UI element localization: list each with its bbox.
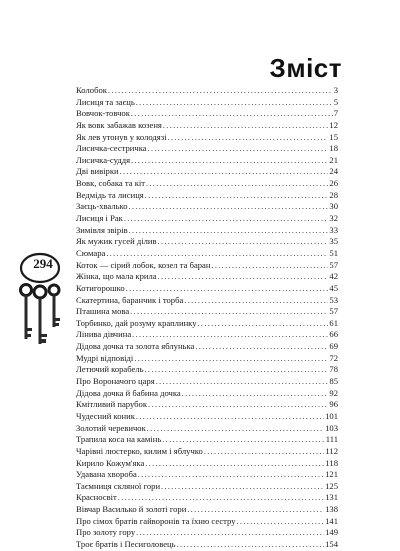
toc-entry bbox=[76, 329, 338, 341]
toc-entry bbox=[76, 260, 338, 272]
toc-dot-leader bbox=[162, 434, 324, 446]
toc-entry bbox=[76, 201, 338, 213]
toc-entry bbox=[76, 353, 338, 365]
toc-entry-title: Лисиця і Рак bbox=[76, 213, 123, 224]
toc-entry bbox=[76, 376, 338, 388]
toc-dot-leader bbox=[120, 166, 329, 178]
toc-entry bbox=[76, 190, 338, 202]
toc-dot-leader bbox=[177, 539, 325, 551]
toc-entry bbox=[76, 341, 338, 353]
toc-dot-leader bbox=[129, 201, 329, 213]
toc-entry-title: Чудесний коник bbox=[76, 410, 135, 421]
toc-entry bbox=[76, 539, 338, 551]
toc-entry bbox=[76, 295, 338, 307]
toc-entry-page: 141 bbox=[325, 515, 338, 526]
toc-entry-page: 18 bbox=[329, 143, 338, 154]
toc-entry bbox=[76, 318, 338, 330]
toc-entry-title: Трапила коса на камінь bbox=[76, 434, 162, 445]
toc-entry bbox=[76, 469, 338, 481]
toc-entry bbox=[76, 143, 338, 155]
toc-dot-leader bbox=[136, 411, 324, 423]
toc-dot-leader bbox=[146, 178, 328, 190]
toc-entry-page: 66 bbox=[329, 329, 338, 340]
toc-entry-page: 85 bbox=[329, 376, 338, 387]
toc-entry bbox=[76, 166, 338, 178]
toc-entry bbox=[76, 504, 338, 516]
toc-entry-page: 3 bbox=[333, 85, 338, 95]
toc-dot-leader bbox=[136, 97, 333, 109]
toc-entry bbox=[76, 411, 338, 423]
toc-entry-page: 30 bbox=[329, 201, 338, 212]
toc-entry-title: Лисичка-сестричка bbox=[76, 143, 147, 154]
toc-dot-leader bbox=[131, 108, 333, 120]
toc-entry bbox=[76, 213, 338, 225]
toc-entry bbox=[76, 120, 338, 132]
toc-entry-page: 53 bbox=[329, 294, 338, 305]
table-of-contents bbox=[76, 85, 338, 551]
toc-entry bbox=[76, 283, 338, 295]
toc-entry-title: Заєць-хвалько bbox=[76, 201, 128, 212]
toc-entry-title: Як лев утонув у колодязі bbox=[76, 131, 167, 142]
toc-entry-page: 57 bbox=[329, 306, 338, 317]
toc-entry-page: 118 bbox=[325, 457, 338, 468]
toc-entry-title: Про золоту гору bbox=[76, 527, 136, 538]
toc-dot-leader bbox=[124, 213, 329, 225]
toc-entry bbox=[76, 97, 338, 109]
toc-entry bbox=[76, 446, 338, 458]
toc-entry bbox=[76, 388, 338, 400]
toc-entry-title: Золотий черевичок bbox=[76, 422, 146, 433]
toc-entry-title: Ведмідь та лисиця bbox=[76, 189, 144, 200]
toc-entry bbox=[76, 527, 338, 539]
toc-entry-page: 28 bbox=[329, 189, 338, 200]
toc-entry bbox=[76, 364, 338, 376]
toc-entry-page: 72 bbox=[329, 352, 338, 363]
toc-dot-leader bbox=[106, 248, 328, 260]
toc-entry bbox=[76, 434, 338, 446]
toc-entry-page: 15 bbox=[329, 131, 338, 142]
toc-entry bbox=[76, 132, 338, 144]
toc-dot-leader bbox=[145, 458, 324, 470]
toc-entry-title: Кмітливий парубок bbox=[76, 399, 148, 410]
toc-entry-page: 61 bbox=[329, 317, 338, 328]
toc-entry bbox=[76, 516, 338, 528]
toc-entry-title: Торбинко, дай розуму краплинку bbox=[76, 317, 197, 328]
toc-entry-title: Колобок bbox=[76, 85, 107, 95]
toc-entry-page: 5 bbox=[333, 96, 338, 107]
toc-entry-page: 154 bbox=[325, 538, 338, 549]
toc-dot-leader bbox=[184, 295, 328, 307]
toc-entry-title: Котигорошко bbox=[76, 282, 125, 293]
toc-entry-title: Пташина мова bbox=[76, 306, 130, 317]
toc-entry-page: 138 bbox=[325, 504, 338, 515]
toc-dot-leader bbox=[156, 376, 329, 388]
toc-entry-page: 57 bbox=[329, 259, 338, 270]
toc-entry-title: Сюмара bbox=[76, 247, 106, 258]
toc-entry-page: 33 bbox=[329, 224, 338, 235]
toc-dot-leader bbox=[130, 306, 328, 318]
toc-dot-leader bbox=[138, 469, 324, 481]
toc-entry-page: 7 bbox=[333, 108, 338, 119]
toc-entry-page: 101 bbox=[325, 410, 338, 421]
toc-dot-leader bbox=[147, 423, 324, 435]
toc-entry-title: Красносвіт bbox=[76, 492, 117, 503]
toc-entry bbox=[76, 458, 338, 470]
toc-dot-leader bbox=[148, 143, 329, 155]
toc-dot-leader bbox=[187, 504, 324, 516]
toc-dot-leader bbox=[182, 388, 329, 400]
toc-entry-page: 12 bbox=[329, 119, 338, 130]
toc-entry bbox=[76, 85, 338, 97]
page-title: Зміст bbox=[269, 53, 342, 84]
toc-entry-page: 42 bbox=[329, 271, 338, 282]
toc-entry bbox=[76, 236, 338, 248]
toc-entry bbox=[76, 108, 338, 120]
toc-entry-title: Лисиця та заєць bbox=[76, 96, 135, 107]
toc-entry-page: 131 bbox=[325, 492, 338, 503]
toc-entry-page: 121 bbox=[325, 469, 338, 480]
toc-entry-page: 35 bbox=[329, 236, 338, 247]
toc-dot-leader bbox=[131, 155, 328, 167]
toc-dot-leader bbox=[211, 260, 328, 272]
toc-entry-title: Летючий корабель bbox=[76, 364, 144, 375]
toc-entry bbox=[76, 306, 338, 318]
page-number: 294 bbox=[33, 256, 53, 271]
toc-entry-title: Зимівля звірів bbox=[76, 224, 128, 235]
toc-dot-leader bbox=[204, 446, 325, 458]
toc-entry-title: Вовк, собака та кіт bbox=[76, 178, 146, 189]
toc-dot-leader bbox=[129, 225, 329, 237]
toc-entry-title: Вовчок-товчок bbox=[76, 108, 130, 119]
toc-dot-leader bbox=[134, 353, 328, 365]
toc-entry bbox=[76, 155, 338, 167]
toc-entry-page: 26 bbox=[329, 178, 338, 189]
toc-entry-page: 78 bbox=[329, 364, 338, 375]
toc-dot-leader bbox=[132, 329, 328, 341]
toc-entry-page: 103 bbox=[325, 422, 338, 433]
toc-dot-leader bbox=[126, 283, 329, 295]
toc-entry-page: 112 bbox=[325, 445, 338, 456]
toc-dot-leader bbox=[145, 190, 329, 202]
toc-entry bbox=[76, 178, 338, 190]
toc-entry bbox=[76, 225, 338, 237]
toc-entry-page: 69 bbox=[329, 341, 338, 352]
toc-entry-page: 45 bbox=[329, 282, 338, 293]
toc-entry-title: Вівчар Василько й золоті гори bbox=[76, 504, 187, 515]
toc-dot-leader bbox=[118, 492, 324, 504]
toc-entry-title: Лінива дівчина bbox=[76, 329, 132, 340]
toc-entry-page: 96 bbox=[329, 399, 338, 410]
toc-dot-leader bbox=[148, 399, 328, 411]
toc-entry bbox=[76, 248, 338, 260]
toc-entry-title: Таємниця скляної гори bbox=[76, 480, 161, 491]
toc-entry-title: Як вовк забажав козеня bbox=[76, 119, 162, 130]
toc-entry bbox=[76, 399, 338, 411]
toc-entry-page: 92 bbox=[329, 387, 338, 398]
toc-entry-title: Дідова дочка й бабина дочка bbox=[76, 387, 181, 398]
toc-entry-title: Коток — сірий лобок, козел та баран bbox=[76, 259, 211, 270]
toc-dot-leader bbox=[136, 527, 324, 539]
toc-entry-title: Удавана хвороба bbox=[76, 469, 137, 480]
toc-entry-page: 125 bbox=[325, 480, 338, 491]
keys-illustration bbox=[18, 250, 68, 360]
toc-entry-title: Троє братів і Песиголовець bbox=[76, 538, 176, 549]
toc-entry bbox=[76, 492, 338, 504]
toc-dot-leader bbox=[195, 341, 328, 353]
toc-dot-leader bbox=[145, 364, 329, 376]
toc-dot-leader bbox=[161, 481, 324, 493]
toc-dot-leader bbox=[163, 120, 329, 132]
toc-entry-title: Жінка, що мала крила bbox=[76, 271, 157, 282]
toc-entry-page: 149 bbox=[325, 527, 338, 538]
toc-entry-title: Дві вивірки bbox=[76, 166, 119, 177]
toc-entry-title: Про сімох братів гайворонів та їхню сестру bbox=[76, 515, 236, 526]
toc-dot-leader bbox=[237, 516, 325, 528]
toc-entry-title: Як мужик гусей ділив bbox=[76, 236, 157, 247]
toc-entry-title: Скатертина, баранчик і торба bbox=[76, 294, 184, 305]
toc-entry-title: Дідова дочка та золота яблунька bbox=[76, 341, 195, 352]
toc-dot-leader bbox=[158, 271, 329, 283]
toc-entry bbox=[76, 271, 338, 283]
toc-entry-title: Чарівні люстерко, килим і яблучко bbox=[76, 445, 203, 456]
toc-entry-title: Мудрі відповіді bbox=[76, 352, 134, 363]
toc-dot-leader bbox=[168, 132, 329, 144]
toc-entry-page: 24 bbox=[329, 166, 338, 177]
toc-dot-leader bbox=[198, 318, 329, 330]
toc-entry-title: Лисичка-суддя bbox=[76, 154, 131, 165]
toc-entry-title: Кирило Кожум'яка bbox=[76, 457, 145, 468]
toc-entry-page: 51 bbox=[329, 247, 338, 258]
toc-entry-page: 21 bbox=[329, 154, 338, 165]
toc-entry bbox=[76, 423, 338, 435]
toc-entry-title: Про Вороначого царя bbox=[76, 376, 155, 387]
toc-dot-leader bbox=[108, 85, 333, 97]
toc-entry-page: 111 bbox=[325, 434, 338, 445]
toc-dot-leader bbox=[158, 236, 329, 248]
toc-entry bbox=[76, 481, 338, 493]
toc-entry-page: 32 bbox=[329, 213, 338, 224]
